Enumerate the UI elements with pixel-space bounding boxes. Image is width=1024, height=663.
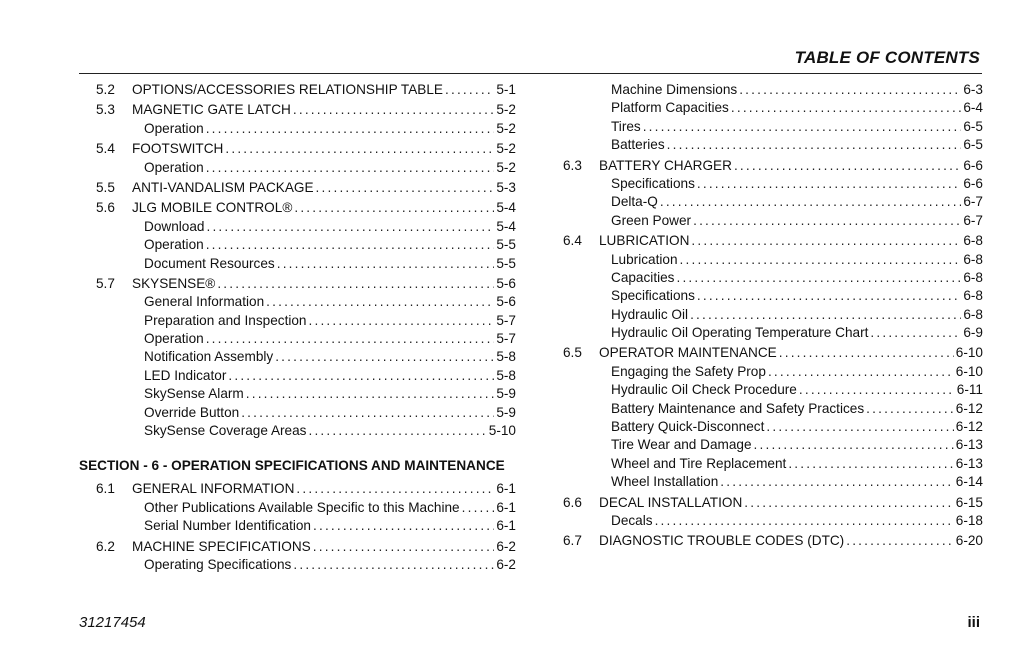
toc-entry-title: Machine Dimensions [611, 82, 738, 97]
toc-list-section-6-continued [559, 82, 983, 552]
dot-leader [680, 252, 962, 267]
toc-entry-title: LED Indicator [144, 367, 227, 383]
toc-group [559, 495, 983, 532]
toc-entry-page: 6-8 [963, 306, 983, 322]
dot-leader [296, 481, 494, 496]
toc-subentry[interactable] [79, 294, 516, 312]
dot-leader [277, 256, 495, 271]
dot-leader [217, 276, 494, 291]
toc-entry-page: 5-9 [496, 386, 516, 402]
dot-leader [870, 325, 961, 340]
toc-entry-number: 6.7 [563, 533, 582, 549]
toc-entry[interactable] [79, 481, 516, 499]
header-rule [79, 73, 982, 74]
toc-entry-page: 6-2 [496, 556, 516, 572]
toc-entry-title: Decals [611, 512, 653, 528]
toc-entry-title: SkySense Coverage Areas [144, 423, 307, 439]
toc-entry-title: Operation [144, 159, 204, 175]
toc-entry-title: MAGNETIC GATE LATCH [132, 102, 291, 118]
dot-leader [766, 419, 953, 434]
dot-leader [660, 194, 962, 209]
toc-subentry[interactable] [559, 270, 983, 288]
dot-leader [206, 121, 495, 136]
toc-entry-title: Operation [144, 331, 204, 347]
toc-subentry[interactable] [559, 100, 983, 118]
toc-entry-page: 6-13 [955, 455, 983, 471]
toc-group [79, 200, 516, 274]
dot-leader [667, 137, 962, 152]
toc-subentry[interactable] [559, 82, 983, 100]
toc-entry-page: 5-6 [496, 294, 516, 310]
toc-entry-page: 5-5 [496, 255, 516, 271]
dot-leader [293, 102, 494, 117]
toc-entry[interactable] [79, 180, 516, 198]
toc-entry-number: 6.2 [96, 538, 115, 554]
dot-leader [655, 513, 954, 528]
toc-entry-page: 6-4 [963, 100, 983, 116]
toc-entry-page: 6-8 [963, 251, 983, 267]
dot-leader [246, 386, 495, 401]
toc-entry-title: Override Button [144, 404, 240, 420]
toc-entry-title: Document Resources [144, 255, 275, 271]
section-heading: SECTION - 6 - OPERATION SPECIFICATIONS AND MAINTENANCE [79, 458, 505, 474]
toc-entry-page: 5-2 [496, 102, 516, 118]
toc-subentry[interactable] [559, 364, 983, 382]
toc-entry-number: 6.3 [563, 157, 582, 173]
dot-leader [676, 270, 961, 285]
toc-entry-title: Hydraulic Oil Check Procedure [611, 382, 797, 398]
dot-leader [744, 495, 954, 510]
toc-entry-number: 5.3 [96, 102, 115, 118]
toc-entry-title: ANTI-VANDALISM PACKAGE [132, 179, 314, 195]
toc-entry-page: 6-10 [955, 363, 983, 379]
toc-entry-title: Other Publications Available Specific to this Machine [144, 499, 460, 515]
toc-subentry[interactable] [559, 307, 983, 325]
toc-subentry[interactable] [79, 368, 516, 386]
toc-entry-title: DIAGNOSTIC TROUBLE CODES (DTC) [599, 533, 845, 549]
toc-entry-title: DECAL INSTALLATION [599, 494, 743, 510]
toc-entry-page: 6-5 [963, 137, 983, 153]
toc-group [559, 233, 983, 343]
dot-leader [228, 368, 494, 383]
toc-entry[interactable] [79, 276, 516, 294]
toc-entry-title: Battery Quick-Disconnect [611, 419, 765, 435]
toc-entry-title: Hydraulic Oil [611, 306, 689, 322]
toc-subentry[interactable] [79, 256, 516, 274]
toc-subentry[interactable] [559, 288, 983, 306]
toc-entry-title: Engaging the Safety Prop [611, 363, 766, 379]
toc-entry-title: Operating Specifications [144, 556, 292, 572]
toc-entry-title: SkySense Alarm [144, 386, 244, 402]
toc-entry-page: 5-5 [496, 237, 516, 253]
toc-subentry[interactable] [79, 423, 516, 441]
toc-entry-page: 6-20 [955, 533, 983, 549]
dot-leader [225, 141, 494, 156]
toc-entry-title: OPTIONS/ACCESSORIES RELATIONSHIP TABLE [132, 82, 443, 97]
dot-leader [720, 474, 953, 489]
toc-entry-title: Specifications [611, 288, 695, 304]
toc-entry-page: 6-7 [963, 212, 983, 228]
toc-entry[interactable] [559, 345, 983, 363]
toc-entry-title: Operation [144, 120, 204, 136]
toc-list-section-6 [79, 481, 516, 575]
toc-subentry[interactable] [559, 419, 983, 437]
toc-entry-page: 6-14 [955, 474, 983, 490]
toc-entry-title: OPERATOR MAINTENANCE [599, 345, 777, 361]
toc-entry-page: 5-2 [496, 159, 516, 175]
toc-entry-page: 6-18 [955, 512, 983, 528]
toc-entry-page: 5-9 [496, 404, 516, 420]
toc-entry-number: 5.5 [96, 179, 115, 195]
dot-leader [313, 539, 495, 554]
toc-column-left [79, 82, 516, 577]
toc-list-section-5 [79, 82, 516, 441]
dot-leader [731, 100, 961, 115]
toc-entry-number: 6.1 [96, 481, 115, 497]
dot-leader [462, 500, 495, 515]
document-number: 31217454 [79, 614, 146, 631]
toc-entry-page: 5-4 [496, 200, 516, 216]
toc-entry-title: BATTERY CHARGER [599, 157, 732, 173]
toc-group [559, 533, 983, 551]
toc-subentry[interactable] [79, 331, 516, 349]
toc-entry-page: 6-5 [963, 118, 983, 134]
toc-group [79, 539, 516, 576]
toc-entry[interactable] [559, 495, 983, 513]
toc-subentry[interactable] [79, 405, 516, 423]
dot-leader [754, 437, 954, 452]
dot-leader [779, 345, 954, 360]
toc-entry-title: GENERAL INFORMATION [132, 481, 295, 497]
toc-entry-title: Notification Assembly [144, 349, 274, 365]
toc-entry-number: 6.6 [563, 494, 582, 510]
toc-subentry[interactable] [559, 176, 983, 194]
toc-entry-title: Preparation and Inspection [144, 312, 307, 328]
dot-leader [241, 405, 494, 420]
toc-entry-title: General Information [144, 294, 265, 310]
toc-entry-page: 6-15 [955, 494, 983, 510]
toc-subentry[interactable] [559, 137, 983, 155]
dot-leader [206, 237, 495, 252]
dot-leader [690, 307, 961, 322]
toc-entry-page: 6-1 [496, 499, 516, 515]
dot-leader [313, 518, 494, 533]
toc-entry-title: Capacities [611, 269, 675, 285]
dot-leader [266, 294, 494, 309]
dot-leader [293, 557, 494, 572]
toc-entry-title: Battery Maintenance and Safety Practices [611, 400, 865, 416]
toc-entry-number: 5.6 [96, 200, 115, 216]
dot-leader [799, 382, 955, 397]
toc-subentry[interactable] [79, 219, 516, 237]
toc-subentry[interactable] [559, 325, 983, 343]
toc-subentry[interactable] [559, 513, 983, 531]
toc-entry-page: 6-11 [956, 382, 983, 398]
toc-subentry[interactable] [79, 237, 516, 255]
toc-entry[interactable] [559, 158, 983, 176]
page-header-title: TABLE OF CONTENTS [794, 48, 980, 67]
toc-entry-title: Hydraulic Oil Operating Temperature Chart [611, 325, 869, 341]
toc-entry-title: MACHINE SPECIFICATIONS [132, 538, 311, 554]
dot-leader [643, 119, 962, 134]
toc-column-right [559, 82, 983, 554]
toc-subentry[interactable] [559, 252, 983, 270]
toc-entry[interactable] [79, 102, 516, 120]
toc-entry-page: 5-8 [496, 367, 516, 383]
dot-leader [308, 313, 494, 328]
toc-subentry[interactable] [559, 474, 983, 492]
dot-leader [316, 180, 495, 195]
toc-entry[interactable] [79, 539, 516, 557]
toc-entry-page: 5-10 [488, 423, 516, 439]
toc-group [559, 82, 983, 156]
toc-entry-page: 5-4 [496, 218, 516, 234]
toc-entry-title: Lubrication [611, 251, 678, 267]
toc-entry-page: 6-9 [963, 325, 983, 341]
toc-entry-page: 6-3 [963, 82, 983, 97]
toc-entry-title: Specifications [611, 175, 695, 191]
toc-subentry[interactable] [79, 121, 516, 139]
dot-leader [294, 200, 494, 215]
dot-leader [206, 160, 495, 175]
toc-subentry[interactable] [559, 401, 983, 419]
dot-leader [768, 364, 954, 379]
dot-leader [445, 82, 494, 97]
page-number: iii [967, 614, 980, 631]
toc-entry-page: 6-2 [496, 538, 516, 554]
dot-leader [697, 288, 961, 303]
toc-entry-title: Batteries [611, 137, 665, 153]
toc-group [79, 276, 516, 442]
toc-group [79, 481, 516, 536]
dot-leader [866, 401, 954, 416]
toc-entry-page: 6-6 [963, 157, 983, 173]
dot-leader [308, 423, 486, 438]
dot-leader [734, 158, 961, 173]
toc-entry-page: 5-8 [496, 349, 516, 365]
toc-subentry[interactable] [79, 349, 516, 367]
toc-entry-number: 5.7 [96, 275, 115, 291]
toc-entry-number: 6.4 [563, 233, 582, 249]
toc-group [559, 158, 983, 232]
dot-leader [739, 82, 961, 97]
toc-entry-title: JLG MOBILE CONTROL® [132, 200, 293, 216]
toc-entry-page: 6-8 [963, 269, 983, 285]
toc-entry-page: 5-2 [496, 120, 516, 136]
toc-group [79, 180, 516, 198]
toc-entry-number: 6.5 [563, 345, 582, 361]
dot-leader [691, 233, 961, 248]
toc-subentry[interactable] [559, 119, 983, 137]
toc-entry-page: 6-8 [963, 233, 983, 249]
toc-entry[interactable] [559, 533, 983, 551]
toc-entry-title: SKYSENSE® [132, 275, 216, 291]
toc-entry-page: 6-7 [963, 194, 983, 210]
toc-entry-title: Wheel Installation [611, 474, 719, 490]
toc-entry[interactable] [559, 233, 983, 251]
toc-entry[interactable] [79, 200, 516, 218]
dot-leader [846, 533, 954, 548]
dot-leader [275, 349, 494, 364]
toc-subentry[interactable] [559, 437, 983, 455]
toc-entry[interactable] [79, 82, 516, 100]
dot-leader [206, 331, 495, 346]
toc-entry-title: FOOTSWITCH [132, 141, 224, 157]
toc-entry-page: 6-1 [496, 481, 516, 497]
toc-entry-page: 6-10 [955, 345, 983, 361]
toc-entry-title: Download [144, 218, 205, 234]
toc-entry-number: 5.2 [96, 82, 115, 97]
toc-entry-page: 6-1 [496, 518, 516, 534]
toc-entry-page: 6-13 [955, 437, 983, 453]
toc-subentry[interactable] [559, 382, 983, 400]
toc-entry-page: 5-1 [496, 82, 516, 97]
toc-entry-page: 5-7 [496, 312, 516, 328]
dot-leader [693, 213, 961, 228]
toc-group [79, 82, 516, 100]
toc-subentry[interactable] [559, 456, 983, 474]
toc-entry-title: Green Power [611, 212, 692, 228]
toc-subentry[interactable] [79, 386, 516, 404]
toc-entry-page: 6-6 [963, 175, 983, 191]
toc-entry-page: 5-3 [496, 179, 516, 195]
toc-subentry[interactable] [79, 518, 516, 536]
toc-subentry[interactable] [559, 213, 983, 231]
toc-entry-page: 5-2 [496, 141, 516, 157]
toc-entry-title: Tires [611, 118, 641, 134]
toc-entry[interactable] [79, 141, 516, 159]
toc-group [559, 345, 983, 492]
toc-subentry[interactable] [79, 557, 516, 575]
toc-entry-page: 5-6 [496, 275, 516, 291]
toc-entry-title: Delta-Q [611, 194, 658, 210]
toc-entry-title: Operation [144, 237, 204, 253]
toc-subentry[interactable] [559, 194, 983, 212]
toc-entry-page: 6-12 [955, 400, 983, 416]
toc-entry-title: Wheel and Tire Replacement [611, 455, 787, 471]
toc-subentry[interactable] [79, 160, 516, 178]
dot-leader [788, 456, 953, 471]
toc-entry-title: Tire Wear and Damage [611, 437, 752, 453]
toc-entry-number: 5.4 [96, 141, 115, 157]
toc-subentry[interactable] [79, 500, 516, 518]
toc-subentry[interactable] [79, 313, 516, 331]
toc-entry-page: 6-12 [955, 419, 983, 435]
toc-group [79, 141, 516, 178]
toc-entry-page: 6-8 [963, 288, 983, 304]
dot-leader [206, 219, 494, 234]
toc-group [79, 102, 516, 139]
toc-entry-title: Platform Capacities [611, 100, 729, 116]
toc-entry-title: LUBRICATION [599, 233, 690, 249]
toc-entry-page: 5-7 [496, 331, 516, 347]
dot-leader [697, 176, 961, 191]
toc-entry-title: Serial Number Identification [144, 518, 311, 534]
